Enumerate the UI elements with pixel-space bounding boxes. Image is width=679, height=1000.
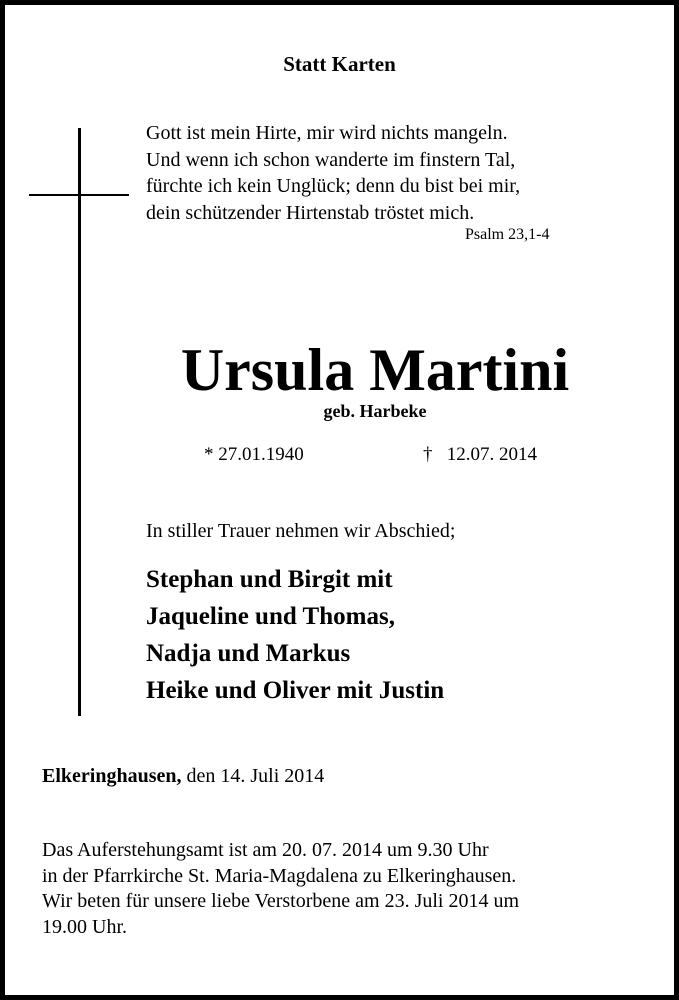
family-line: Nadja und Markus bbox=[146, 640, 351, 667]
heading: Statt Karten bbox=[283, 52, 396, 76]
service-line: in der Pfarrkirche St. Maria-Magdalena zu Elkeringhausen. bbox=[42, 864, 517, 887]
death-date: 12.07. 2014 bbox=[446, 444, 537, 465]
verse-line: dein schützender Hirtenstab tröstet mich. bbox=[146, 201, 475, 224]
service-information bbox=[42, 838, 519, 940]
place-date-line bbox=[42, 765, 324, 788]
verse-line: fürchte ich kein Unglück; denn du bist bei mir, bbox=[146, 175, 521, 197]
family-line: Heike und Oliver mit Justin bbox=[146, 677, 445, 704]
family-line: Stephan und Birgit mit bbox=[146, 566, 393, 593]
verse-line: Und wenn ich schon wanderte im finstern Tal, bbox=[146, 148, 516, 171]
death-date-line bbox=[423, 444, 537, 466]
service-line: 19.00 Uhr. bbox=[42, 915, 127, 938]
service-line: Wir beten für unsere liebe Verstorbene am 23. Juli 2014 um bbox=[42, 890, 520, 912]
family-list bbox=[146, 561, 444, 709]
service-line: Das Auferstehungsamt ist am 20. 07. 2014 um 9.30 Uhr bbox=[42, 839, 489, 861]
birth-date: * 27.01.1940 bbox=[204, 444, 304, 465]
deceased-name: Ursula Martini bbox=[180, 337, 570, 403]
cross-horizontal-bar bbox=[29, 194, 129, 196]
family-line: Jaqueline und Thomas, bbox=[146, 603, 395, 630]
mourning-line: In stiller Trauer nehmen wir Abschied; bbox=[146, 520, 456, 542]
notice-date: den 14. Juli 2014 bbox=[186, 765, 325, 787]
verse-reference: Psalm 23,1-4 bbox=[465, 226, 550, 243]
psalm-verse bbox=[146, 120, 520, 226]
verse-line: Gott ist mein Hirte, mir wird nichts mangeln. bbox=[146, 122, 508, 144]
cross-vertical-bar bbox=[78, 128, 81, 716]
maiden-name: geb. Harbeke bbox=[323, 401, 427, 421]
place: Elkeringhausen, bbox=[42, 765, 182, 787]
death-dagger-icon: † bbox=[423, 444, 433, 465]
